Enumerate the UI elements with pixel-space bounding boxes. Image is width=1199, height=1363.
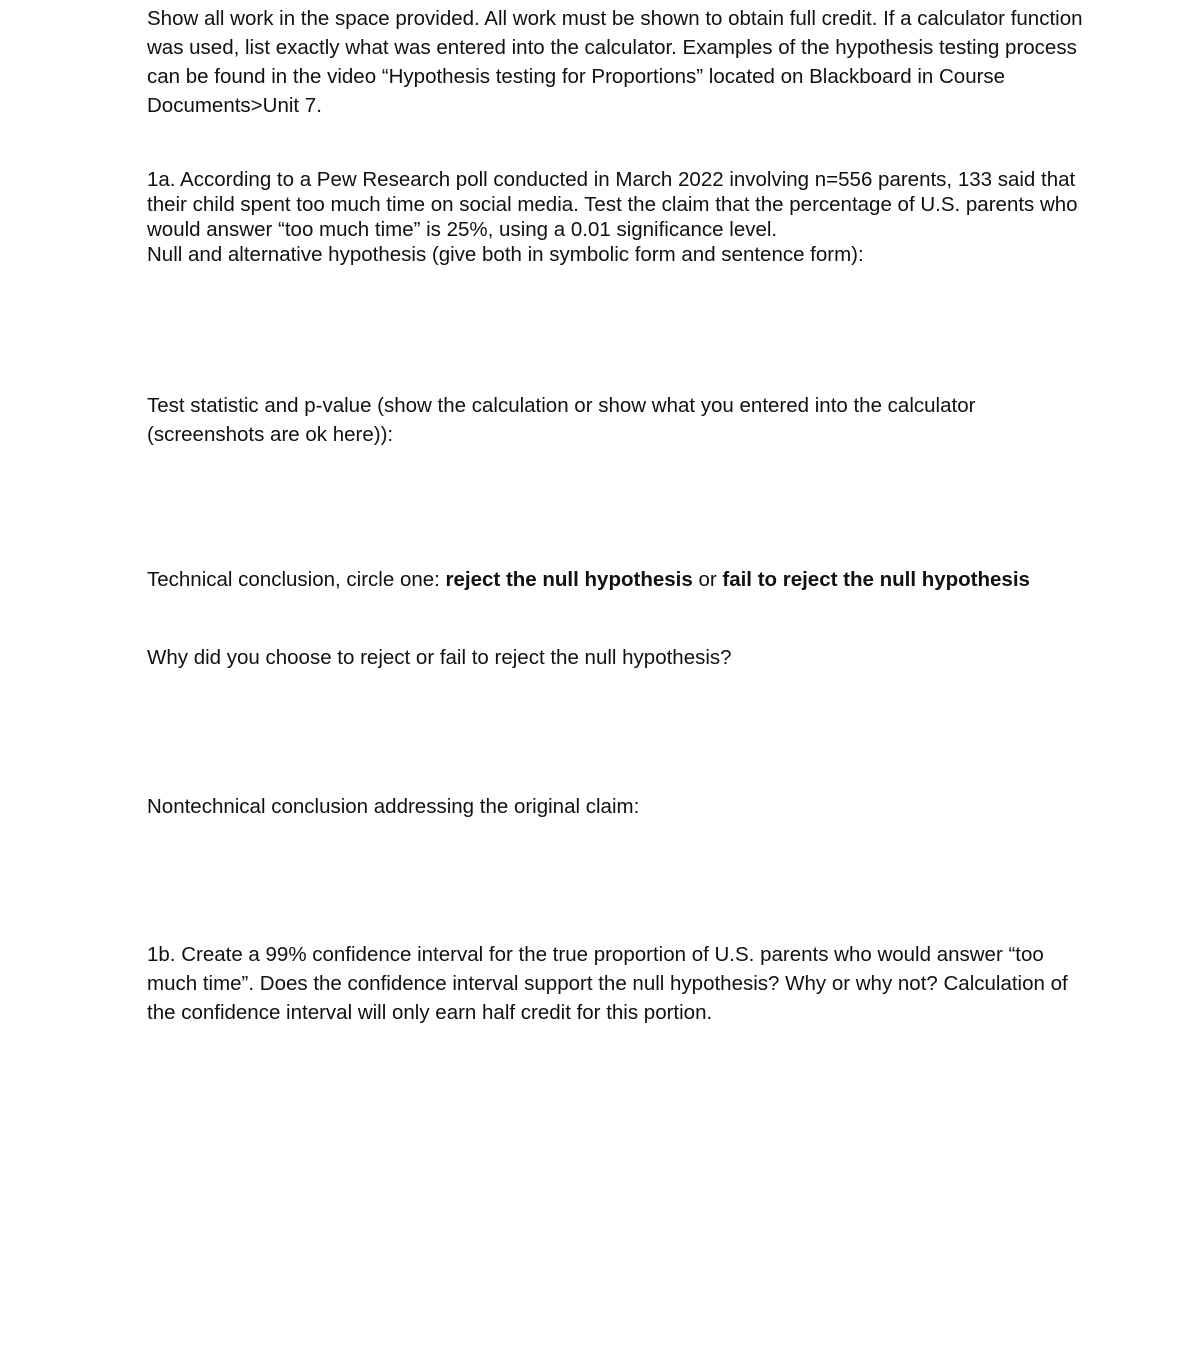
option-reject-null[interactable]: reject the null hypothesis: [445, 568, 693, 591]
technical-conclusion-connector: or: [692, 568, 723, 591]
instructions-paragraph: Show all work in the space provided. All work must be shown to obtain full credit. If a calculator function was used, list exactly what was entered into the calculator. Examples of the hypothesis testing process can be found in the video “Hypothesis testing for Proportions” located on Blackboard in Course Documents>Unit 7.: [147, 7, 1083, 117]
option-fail-to-reject-null[interactable]: fail to reject the null hypothesis: [722, 568, 1030, 591]
test-statistic-label: Test statistic and p-value (show the calculation or show what you entered into the calculator (screenshots are ok here)):: [147, 394, 976, 446]
question-1a-prompt: 1a. According to a Pew Research poll conducted in March 2022 involving n=556 parents, 133 said that their child spent too much time on social media. Test the claim that the percentage of U.S. parents who would answer “too much time” is 25%, using a 0.01 significance level.: [147, 168, 1078, 241]
technical-conclusion-lead: Technical conclusion, circle one:: [147, 568, 446, 591]
why-reject-label: Why did you choose to reject or fail to reject the null hypothesis?: [147, 646, 732, 669]
hypothesis-label: Null and alternative hypothesis (give both in symbolic form and sentence form):: [147, 243, 864, 266]
technical-conclusion: [147, 565, 1087, 594]
question-1b-prompt: 1b. Create a 99% confidence interval for the true proportion of U.S. parents who would answer “too much time”. Does the confidence interval support the null hypothesis? Why or why not? Calculation of the confidence interval will only earn half credit for this portion.: [147, 943, 1068, 1024]
nontechnical-conclusion-label: Nontechnical conclusion addressing the original claim:: [147, 795, 640, 818]
